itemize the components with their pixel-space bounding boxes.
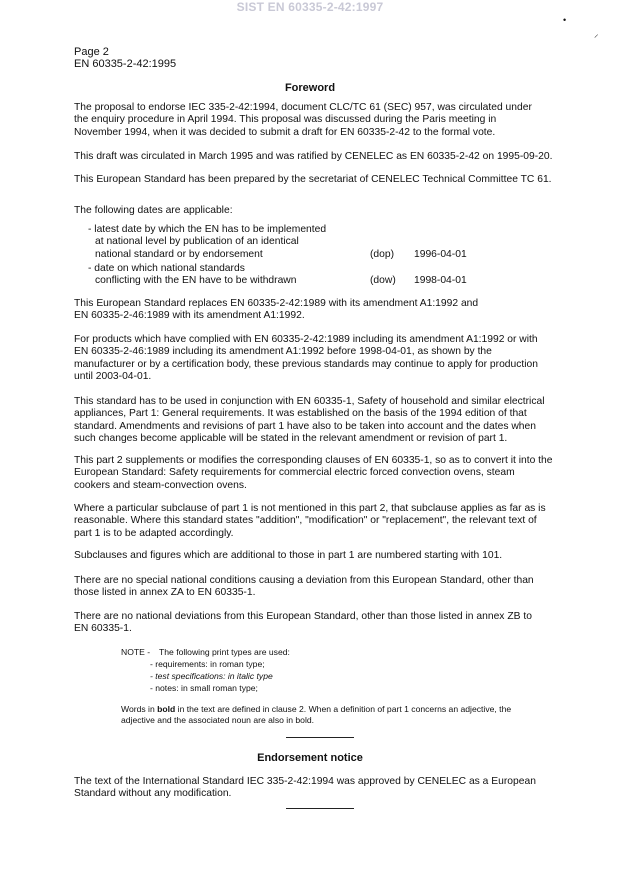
stray-mark-1: •	[563, 15, 567, 25]
watermark: SIST EN 60335-2-42:1997	[236, 0, 384, 14]
foreword-paragraph-8: Where a particular subclause of part 1 is not mentioned in this part 2, that subclause applies as far as is reasonable. Where this standard states "addition", "modification" or "replacement", the relevant text of part 1 is to be adapted accordingly.	[74, 503, 546, 539]
foreword-paragraph-11: There are no national deviations from this European Standard, other than those listed in annex ZB to EN 60335-1.	[74, 611, 532, 635]
foreword-paragraph-6: This standard has to be used in conjunction with EN 60335-1, Safety of household and similar electrical appliances, Part 1: General requirements. It was established on the basis of the 1994 edition of that standard. Amendments and revisions of part 1 have also to be taken into account and the dates when such changes become applicable will be stated in the relevant amendment or revision of part 1.	[74, 396, 545, 445]
page-number: Page 2	[74, 46, 109, 58]
note-item-small: - notes: in small roman type;	[150, 683, 258, 693]
endorsement-text: The text of the International Standard IEC 335-2-42:1994 was approved by CENELEC as a European Standard without any modification.	[74, 776, 536, 800]
foreword-paragraph-1: The proposal to endorse IEC 335-2-42:1994, document CLC/TC 61 (SEC) 957, was circulated under the enquiry procedure in April 1994. This proposal was discussed during the Paris meeting in November 1994, when it was decided to submit a draft for EN 60335-2-42 to the formal vote.	[74, 102, 532, 138]
dow-date: 1998-04-01	[414, 275, 467, 287]
foreword-paragraph-7: This part 2 supplements or modifies the corresponding clauses of EN 60335-1, so as to convert it into the European Standard: Safety requirements for commercial electric forced convection ovens, steam cookers and steam-convection ovens.	[74, 455, 553, 491]
divider-2	[286, 808, 354, 809]
foreword-paragraph-2: This draft was circulated in March 1995 and was ratified by CENELEC as EN 60335-2-42 on 1995-09-20.	[74, 151, 553, 162]
foreword-paragraph-4: This European Standard replaces EN 60335-2-42:1989 with its amendment A1:1992 and EN 60335-2-46:1989 with its amendment A1:1992.	[74, 298, 479, 322]
foreword-paragraph-10: There are no special national conditions causing a deviation from this European Standard, other than those listed in annex ZA to EN 60335-1.	[74, 575, 534, 599]
foreword-paragraph-9: Subclauses and figures which are additional to those in part 1 are numbered starting with 101.	[74, 550, 503, 561]
dates-intro: The following dates are applicable:	[74, 205, 233, 216]
document-id: EN 60335-2-42:1995	[74, 58, 177, 70]
dop-code: (dop)	[370, 248, 395, 260]
dow-code: (dow)	[370, 275, 396, 287]
divider-1	[286, 737, 354, 738]
foreword-title: Foreword	[284, 82, 336, 94]
foreword-paragraph-3: This European Standard has been prepared by the secretariat of CENELEC Technical Committee TC 61.	[74, 174, 552, 185]
endorsement-title: Endorsement notice	[257, 752, 363, 764]
dop-date: 1996-04-01	[414, 248, 467, 260]
date-row-dow: - date on which national standards conflicting with the EN have to be withdrawn (dow) 1998-04-01	[88, 263, 467, 287]
foreword-paragraph-5: For products which have complied with EN 60335-2-42:1989 including its amendment A1:1992 or with EN 60335-2-46:1989 including its amendment A1:1992 before 1998-04-01, as shown by the manufacturer or by a certification body, these previous standards may continue to apply for production until 2003-04-01.	[74, 334, 538, 383]
bold-keyword: bold	[157, 704, 176, 714]
stray-mark-2: ⸝	[594, 29, 599, 39]
note-item-italic: - test specifications: in italic type	[150, 671, 273, 681]
note-intro: The following print types are used:	[159, 647, 290, 657]
note-item-roman: - requirements: in roman type;	[150, 659, 265, 669]
note-label: NOTE -	[121, 647, 151, 657]
date-row-dop: - latest date by which the EN has to be implemented at national level by publication of an identical national standard or by endorsement (dop) 1996-04-01	[88, 224, 467, 260]
bold-words-note: Words in bold in the text are defined in clause 2. When a definition of part 1 concerns an adjective, the adjective and the associated noun are also in bold.	[121, 704, 512, 725]
